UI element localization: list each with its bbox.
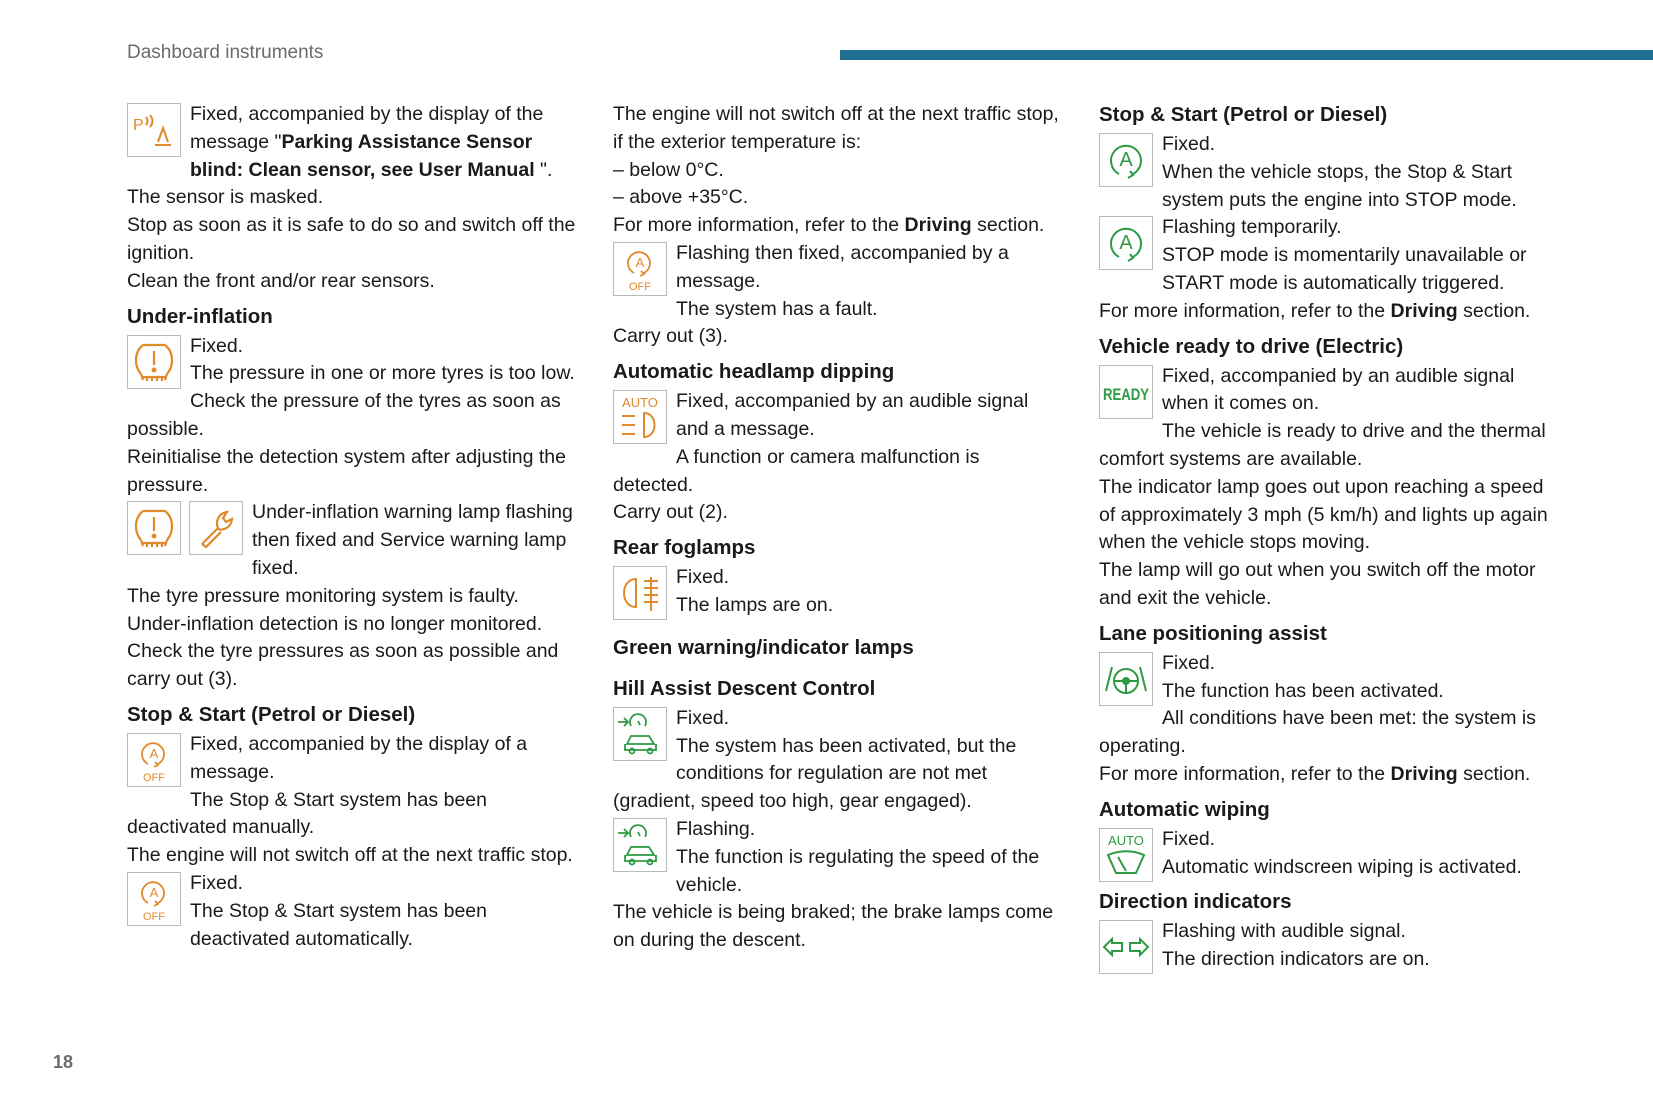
auto-headlamp-icon xyxy=(613,390,667,444)
icon-group xyxy=(127,335,181,389)
svg-text:A: A xyxy=(149,884,159,900)
ready-icon xyxy=(1099,365,1153,419)
text: Fixed, accompanied by an audible signal and a message. xyxy=(676,390,1029,440)
text: Stop as soon as it is safe to do so and switch off the ignition. xyxy=(127,214,576,264)
text: Check the tyre pressures as soon as possible and carry out (3). xyxy=(127,640,559,691)
text: Under-inflation detection is no longer monitored. xyxy=(127,612,543,635)
text: Clean the front and/or rear sensors. xyxy=(127,269,435,292)
text: The pressure in one or more tyres is too low. xyxy=(190,362,575,385)
text: The function is regulating the speed of the vehicle. xyxy=(676,845,1040,896)
text: Flashing then fixed, accompanied by a message. xyxy=(676,241,1009,292)
svg-text:P: P xyxy=(133,117,144,134)
column-2 xyxy=(613,101,1063,955)
header-bar xyxy=(840,50,1653,60)
icon-group xyxy=(127,733,181,787)
svg-text:OFF: OFF xyxy=(143,910,165,923)
section-title: Rear foglamps xyxy=(613,536,756,560)
icon-group xyxy=(613,390,667,444)
text: The vehicle is being braked; the brake lamps come on during the descent. xyxy=(613,901,1054,952)
parking-sensor-icon xyxy=(127,103,181,157)
hill-descent-icon xyxy=(613,707,667,761)
section-title: Direction indicators xyxy=(1099,890,1292,914)
text: Check the pressure of the tyres as soon as possible. xyxy=(127,390,561,440)
text: Flashing. xyxy=(676,817,756,840)
icon-group xyxy=(1099,365,1153,419)
svg-text:A: A xyxy=(635,254,645,270)
text: Fixed. xyxy=(190,334,244,357)
svg-text:A: A xyxy=(1119,149,1133,171)
text: Reinitialise the detection system after adjusting the pressure. xyxy=(127,445,566,496)
text: The indicator lamp goes out upon reaching a speed of approximately 3 mph (5 km/h) and lights up again when the vehicle stops moving. xyxy=(1099,475,1548,554)
text: Fixed. xyxy=(1162,133,1216,155)
icon-group xyxy=(613,818,667,872)
text: Driving xyxy=(904,214,972,237)
text: The engine will not switch off at the next traffic stop, if the exterior temperature is: xyxy=(613,103,1059,153)
icon-group xyxy=(1099,652,1153,706)
column-1 xyxy=(127,101,577,953)
text: The sensor is masked. xyxy=(127,186,324,209)
text: Parking Assistance Sensor xyxy=(281,130,533,153)
text: blind: Clean sensor, see User Manual xyxy=(190,158,535,181)
text: The Stop & Start system has been deactivated manually. xyxy=(127,788,487,839)
text: The engine will not switch off at the next traffic stop. xyxy=(127,844,573,867)
stop-start-off-icon xyxy=(127,733,181,787)
text: Fixed. xyxy=(1162,827,1216,850)
text: section. xyxy=(1457,299,1531,322)
stop-start-off-icon xyxy=(127,872,181,926)
text: ". xyxy=(534,158,553,181)
text: – above +35°C. xyxy=(613,186,749,209)
text: Fixed. xyxy=(676,566,730,589)
section-title: Under-inflation xyxy=(127,304,273,328)
icon-group xyxy=(1099,920,1153,974)
text: Fixed. xyxy=(190,871,244,894)
section-title: Stop & Start (Petrol or Diesel) xyxy=(127,702,416,726)
icon-group xyxy=(1099,828,1153,882)
icon-group xyxy=(613,566,667,620)
text: Carry out (3). xyxy=(613,325,728,348)
lane-assist-icon xyxy=(1099,652,1153,706)
tyre-pressure-icon xyxy=(127,501,181,555)
text: Fixed. xyxy=(1162,651,1216,674)
icon-group xyxy=(613,707,667,761)
text: The system has been activated, but the conditions for regulation are not met (gradient, speed too high, gear engaged). xyxy=(613,734,1017,813)
svg-text:AUTO: AUTO xyxy=(1108,832,1144,848)
icon-group xyxy=(127,103,181,157)
text: Automatic windscreen wiping is activated. xyxy=(1162,855,1522,878)
text: Flashing temporarily. xyxy=(1162,216,1342,239)
text: The tyre pressure monitoring system is faulty. xyxy=(127,584,519,607)
text: Flashing with audible signal. xyxy=(1162,920,1406,943)
text: section. xyxy=(1457,762,1531,785)
svg-text:A: A xyxy=(149,745,159,761)
icon-group xyxy=(613,242,667,296)
text: section. xyxy=(971,214,1045,237)
text: Carry out (2). xyxy=(613,501,728,524)
section-title: Green warning/indicator lamps xyxy=(613,635,914,659)
text: Driving xyxy=(1390,762,1458,785)
text: Fixed. xyxy=(676,706,730,729)
text: The system has a fault. xyxy=(676,297,878,320)
icon-group xyxy=(127,872,181,926)
text: When the vehicle stops, the Stop & Start system puts the engine into STOP mode. xyxy=(1162,160,1517,211)
text: For more information, refer to the xyxy=(1099,299,1391,322)
svg-text:READY: READY xyxy=(1103,384,1150,404)
svg-text:OFF: OFF xyxy=(629,280,651,293)
tyre-pressure-icon xyxy=(127,335,181,389)
section-title: Automatic wiping xyxy=(1099,797,1270,821)
service-wrench-icon xyxy=(189,501,243,555)
text: STOP mode is momentarily unavailable or START mode is automatically triggered. xyxy=(1162,244,1527,294)
svg-text:OFF: OFF xyxy=(143,771,165,784)
text: The lamp will go out when you switch off the motor and exit the vehicle. xyxy=(1099,559,1536,609)
icon-group xyxy=(1099,216,1153,270)
text: message " xyxy=(190,130,282,153)
section-title: Hill Assist Descent Control xyxy=(613,676,876,700)
text: The lamps are on. xyxy=(676,593,834,616)
text: Driving xyxy=(1390,299,1458,322)
section-title: Automatic headlamp dipping xyxy=(613,360,895,384)
text: A function or camera malfunction is detected. xyxy=(613,445,980,496)
section-title: Vehicle ready to drive (Electric) xyxy=(1099,334,1404,358)
text: Fixed, accompanied by the display of the xyxy=(190,103,544,125)
section-title: Lane positioning assist xyxy=(1099,621,1327,645)
text: The function has been activated. xyxy=(1162,679,1444,702)
text: Under-inflation warning lamp flashing then fixed and Service warning lamp fixed. xyxy=(252,501,573,579)
text: Fixed, accompanied by the display of a message. xyxy=(190,732,528,783)
page-number: 18 xyxy=(53,1052,74,1072)
svg-text:A: A xyxy=(1119,232,1133,255)
direction-indicators-icon xyxy=(1099,920,1153,974)
text: For more information, refer to the xyxy=(1099,762,1391,785)
text: The Stop & Start system has been deactivated automatically. xyxy=(190,899,487,950)
column-3 xyxy=(1099,101,1549,976)
svg-text:AUTO: AUTO xyxy=(622,395,658,411)
section-title: Stop & Start (Petrol or Diesel) xyxy=(1099,103,1388,126)
hill-descent-icon xyxy=(613,818,667,872)
text: All conditions have been met: the system is operating. xyxy=(1099,707,1536,758)
rear-foglamp-icon xyxy=(613,566,667,620)
text: The vehicle is ready to drive and the thermal comfort systems are available. xyxy=(1099,420,1546,470)
text: – below 0°C. xyxy=(613,158,724,181)
stop-start-icon xyxy=(1099,133,1153,187)
page-header-title: Dashboard instruments xyxy=(127,42,324,63)
icon-group xyxy=(1099,133,1153,187)
stop-start-icon xyxy=(1099,216,1153,270)
text: The direction indicators are on. xyxy=(1162,948,1430,971)
icon-group xyxy=(127,501,243,555)
text: Fixed, accompanied by an audible signal when it comes on. xyxy=(1162,364,1515,415)
text: For more information, refer to the xyxy=(613,214,905,237)
auto-wiping-icon xyxy=(1099,828,1153,882)
stop-start-off-icon xyxy=(613,242,667,296)
